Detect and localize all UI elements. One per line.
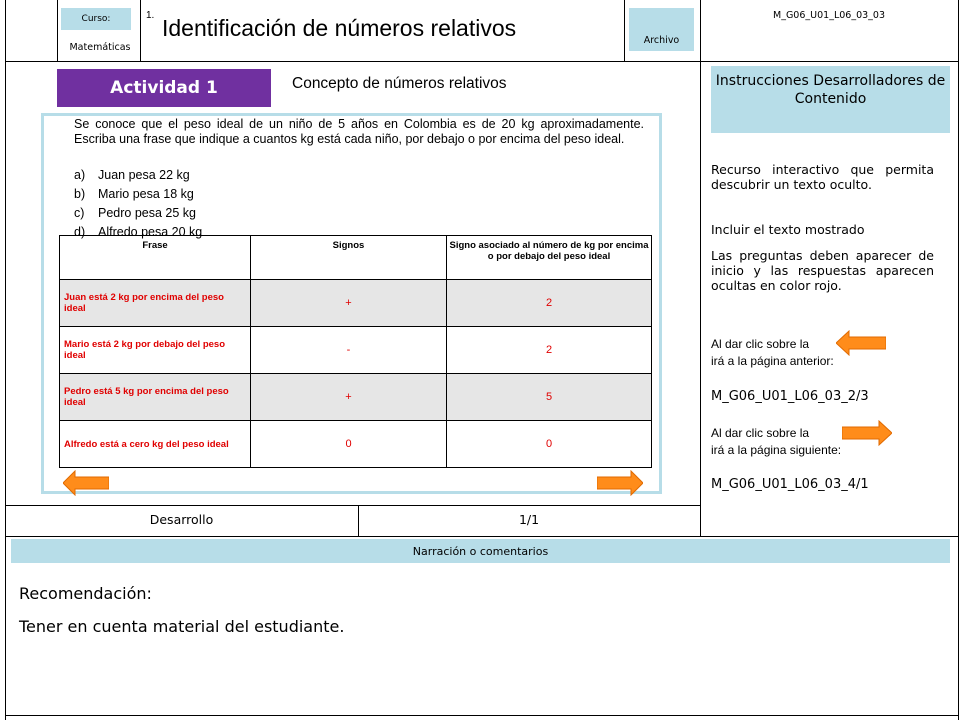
list-marker: b) bbox=[74, 187, 86, 201]
instructions-heading: Instrucciones Desarrolladores de Contenido bbox=[711, 66, 950, 133]
table-row bbox=[60, 327, 652, 374]
table-row bbox=[60, 374, 652, 421]
instruction-p3: Las preguntas deben aparecer de inicio y las respuestas aparecen ocultas en color rojo. bbox=[711, 248, 934, 293]
header-cell: Frase bbox=[60, 236, 251, 280]
sign-cell[interactable]: + bbox=[251, 280, 447, 327]
list-item bbox=[74, 204, 374, 223]
prev-instruction bbox=[711, 336, 936, 370]
prev-arrow-icon[interactable] bbox=[63, 470, 109, 496]
table-row bbox=[60, 421, 652, 468]
lesson-number: 1. bbox=[146, 10, 155, 21]
prev-line1: Al dar clic sobre la bbox=[711, 337, 810, 351]
header-cell: Signo asociado al número de kg por encima o por debajo del peso ideal bbox=[447, 236, 652, 280]
value-cell[interactable]: 5 bbox=[447, 374, 652, 421]
concept-title: Concepto de números relativos bbox=[292, 75, 507, 92]
subject-label: Matemáticas bbox=[69, 42, 131, 53]
page-title: Identificación de números relativos bbox=[162, 15, 517, 41]
frase-cell[interactable]: Alfredo está a cero kg del peso ideal bbox=[60, 421, 251, 468]
next-line2: irá a la página siguiente: bbox=[711, 443, 842, 457]
next-code: M_G06_U01_L06_03_4/1 bbox=[711, 477, 869, 492]
sign-cell[interactable]: + bbox=[251, 374, 447, 421]
activity-badge: Actividad 1 bbox=[57, 69, 271, 107]
answers-table bbox=[59, 235, 652, 468]
list-text: Pedro pesa 25 kg bbox=[98, 206, 196, 220]
list-text: Juan pesa 22 kg bbox=[98, 168, 190, 182]
next-instruction bbox=[711, 425, 936, 459]
recommendation-title: Recomendación: bbox=[19, 584, 152, 603]
recommendation-text: Tener en cuenta material del estudiante. bbox=[19, 617, 345, 636]
instruction-p2: Incluir el texto mostrado bbox=[711, 222, 865, 237]
value-cell[interactable]: 0 bbox=[447, 421, 652, 468]
next-line1: Al dar clic sobre la bbox=[711, 426, 810, 440]
problem-statement: Se conoce que el peso ideal de un niño de 5 años en Colombia es de 20 kg aproximadamente. Escriba una frase que indique a cuantos kg está cada niño, por debajo o por encima del peso ideal. bbox=[74, 117, 644, 146]
file-label-text: Archivo bbox=[643, 35, 680, 46]
resource-code: M_G06_U01_L06_03_03 bbox=[773, 10, 885, 21]
course-label: Curso: bbox=[61, 8, 131, 30]
list-text: Mario pesa 18 kg bbox=[98, 187, 194, 201]
narration-bar: Narración o comentarios bbox=[11, 539, 950, 563]
value-cell[interactable]: 2 bbox=[447, 327, 652, 374]
list-marker: d) bbox=[74, 225, 86, 239]
prev-arrow-icon bbox=[836, 330, 886, 356]
frase-cell[interactable]: Mario está 2 kg por debajo del peso ideal bbox=[60, 327, 251, 374]
table-row bbox=[60, 280, 652, 327]
next-arrow-icon bbox=[842, 420, 892, 446]
file-label bbox=[629, 8, 694, 51]
list-marker: a) bbox=[74, 168, 86, 182]
value-cell[interactable]: 2 bbox=[447, 280, 652, 327]
header-cell: Signos bbox=[251, 236, 447, 280]
frase-cell[interactable]: Juan está 2 kg por encima del peso ideal bbox=[60, 280, 251, 327]
table-header-row bbox=[60, 236, 652, 280]
list-text: Alfredo pesa 20 kg bbox=[98, 225, 203, 239]
frase-cell[interactable]: Pedro está 5 kg por encima del peso ideal bbox=[60, 374, 251, 421]
prev-line2: irá a la página anterior: bbox=[711, 354, 834, 368]
section-label: Desarrollo bbox=[149, 512, 214, 527]
list-marker: c) bbox=[74, 206, 85, 220]
sign-cell[interactable]: - bbox=[251, 327, 447, 374]
prev-code: M_G06_U01_L06_03_2/3 bbox=[711, 389, 869, 404]
sign-cell[interactable]: 0 bbox=[251, 421, 447, 468]
list-item bbox=[74, 166, 374, 185]
list-item bbox=[74, 185, 374, 204]
problem-list bbox=[74, 166, 374, 242]
instruction-p1: Recurso interactivo que permita descubrir un texto oculto. bbox=[711, 162, 934, 192]
next-arrow-icon[interactable] bbox=[597, 470, 643, 496]
page-counter: 1/1 bbox=[518, 512, 540, 527]
